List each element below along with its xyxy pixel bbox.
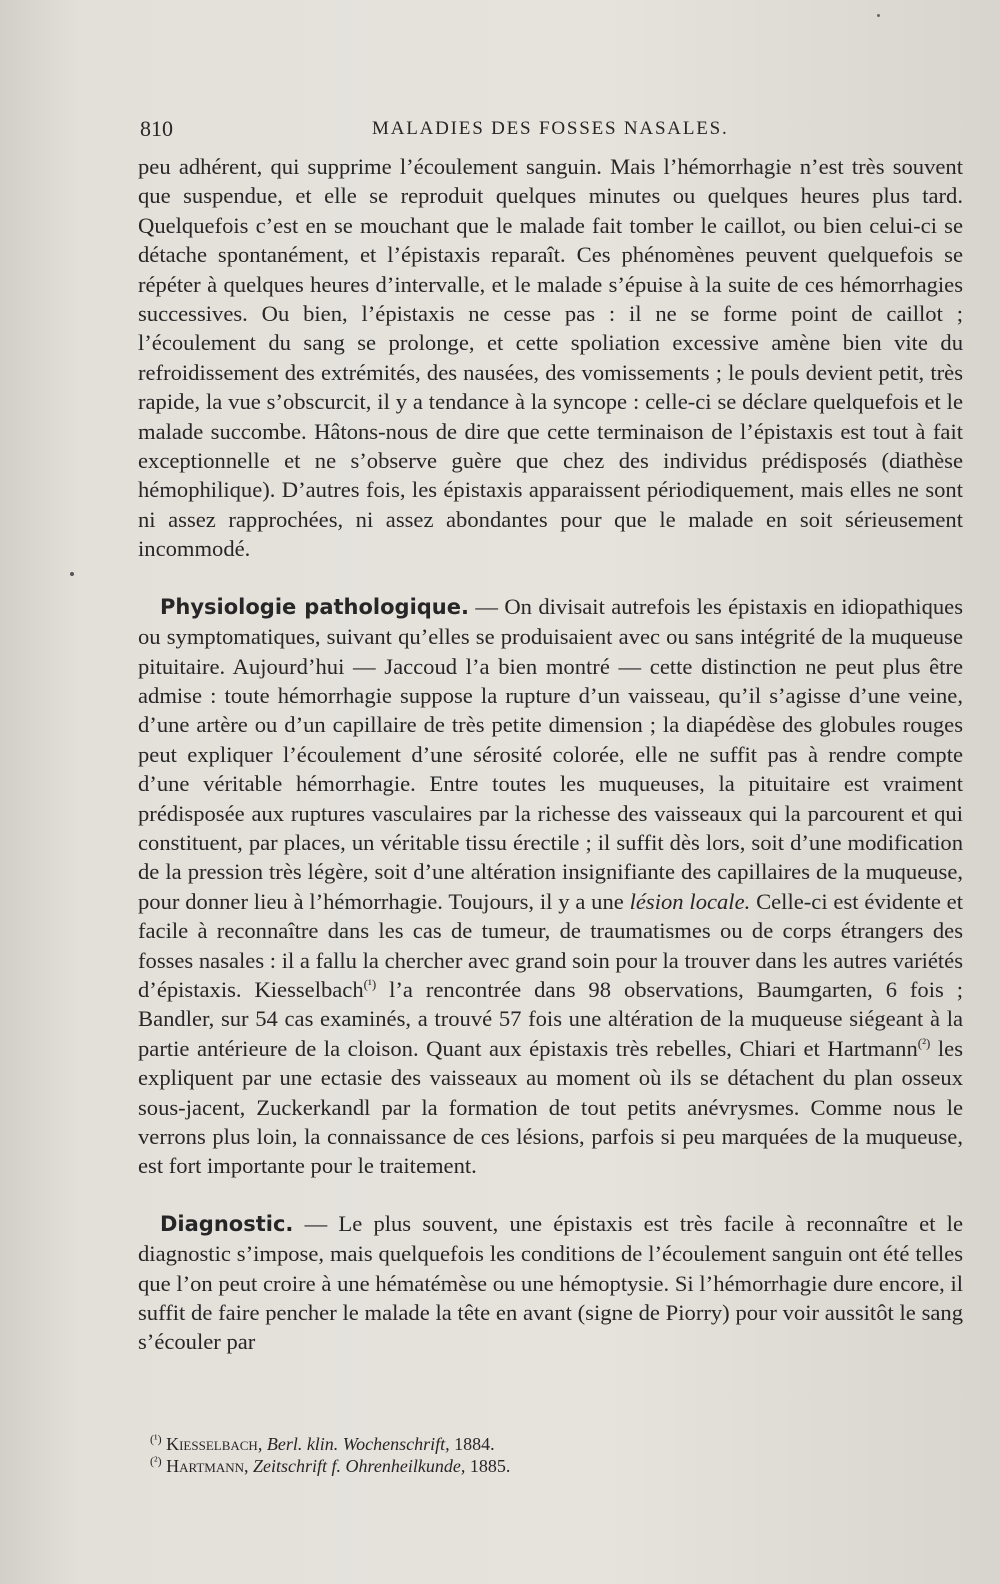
margin-mark [70,572,74,576]
footnote-1 [150,1433,870,1455]
paragraph-physiologie [138,592,963,1181]
paragraph-diagnostic [138,1209,963,1357]
page-header [140,116,960,146]
paragraph-text: les expliquent par une ectasie des vaisseaux au moment où ils se détachent du plan osseux sous-jacent, Zuckerkandl par la formation de tout petits anévrysmes. Comme nous le verrons plus loin, la connaissance de ces lésions, parfois si peu marquées de la muqueuse, est fort importante pour le traitement. [138,1035,963,1179]
section-heading-diagnostic: Diagnostic. [160,1211,294,1236]
footnote-year: 1885. [469,1456,511,1476]
footnote-2 [150,1455,870,1477]
footnote-author: Kiesselbach, [166,1434,263,1454]
paragraph-symptoms: peu adhérent, qui supprime l’écoulement sanguin. Mais l’hémorrhagie n’est très souvent que suspendue, et elle se reproduit quelques minutes ou quelques heures plus tard. Quelquefois c’est en se mouchant que le malade fait tomber le caillot, ou bien celui-ci se détache spontanément, et l’épistaxis reparaît. Ces phénomènes peuvent quelquefois se répéter à quelques heures d’intervalle, et le malade s’épuise à la suite de ces hémorrhagies successives. Ou bien, l’épistaxis ne cesse pas : il ne se forme point de caillot ; l’écoulement du sang se prolonge, et cette spoliation excessive amène bien vite du refroidissement des extrémités, des nausées, des vomissements ; le pouls devient petit, très rapide, la vue s’obscurcit, il y a tendance à la syncope : celle-ci se déclare quelquefois et le malade succombe. Hâtons-nous de dire que cette terminaison de l’épistaxis est tout à fait exceptionnelle et ne s’observe guère que chez des individus prédisposés (diathèse hémophilique). D’autres fois, les épistaxis apparaissent périodiquement, mais elles ne sont ni assez rapprochées, ni assez abondantes pour que le malade en soit sérieusement incommodé. [138,154,963,562]
footnotes [150,1433,870,1477]
footnote-number: (¹) [150,1432,162,1446]
footnote-author: Hartmann, [166,1456,249,1476]
section-heading-physiologie: Physiologie pathologique. [160,594,469,619]
emphasis-lesion-locale: lésion locale. [629,888,751,914]
paragraph-text: Celle-ci est évidente et facile à reconnaître dans les cas de tumeur, de traumatismes ou de corps étrangers des fosses nasales : il a fallu la chercher avec grand soin pour la trouver dans les autres variétés d’épistaxis. Kiesselbach [138,888,963,1002]
footnote-journal: Berl. klin. Wochenschrift, [266,1434,450,1454]
footnote-number: (²) [150,1454,162,1468]
paragraph-text: l’a rencontrée dans 98 observations, Baumgarten, 6 fois ; Bandler, sur 54 cas examinés, a trouvé 57 fois une altération de la muqueuse siégeant à la partie antérieure de la cloison. Quant aux épistaxis très rebelles, Chiari et Hartmann [138,976,963,1061]
footnote-ref-2: (²) [917,1035,931,1051]
body-text [138,152,963,1357]
page-number: 810 [140,116,173,141]
paper-speck [877,14,880,17]
paragraph-text: — Le plus souvent, une épistaxis est très facile à reconnaître et le diagnostic s’impose, mais quelquefois les conditions de l’écoulement sanguin ont été telles que l’on peut croire à une hématémèse ou une hémoptysie. Si l’hémorrhagie dure encore, il suffit de faire pencher le malade la tête en avant (signe de Piorry) pour voir aussitôt le sang s’écouler par [138,1210,963,1355]
paragraph-text: — On divisait autrefois les épistaxis en idiopathiques ou symptomatiques, suivant qu’elles se produisaient avec ou sans intégrité de la muqueuse pituitaire. Aujourd’hui — Jaccoud l’a bien montré — cette distinction ne peut plus être admise : toute hémorrhagie suppose la rupture d’un vaisseau, qu’il s’agisse d’une veine, d’une artère ou d’un capillaire de très petite dimension ; la diapédèse des globules rouges peut expliquer l’écoulement d’une sérosité colorée, elle ne suffit pas à rendre compte d’une véritable hémorrhagie. Entre toutes les muqueuses, la pituitaire est vraiment prédisposée aux ruptures vasculaires par la richesse des vaisseaux qui la parcourent et qui constituent, par places, un véritable tissu érectile ; il suffit dès lors, soit d’une modification de la pression très légère, soit d’une altération insignifiante des capillaires de la muqueuse, pour donner lieu à l’hémorrhagie. Toujours, il y a une [138,593,963,914]
footnote-journal: Zeitschrift f. Ohrenheilkunde, [253,1456,466,1476]
footnote-year: 1884. [454,1434,495,1454]
running-head: MALADIES DES FOSSES NASALES. [372,118,729,139]
footnote-ref-1: (¹) [363,976,377,992]
